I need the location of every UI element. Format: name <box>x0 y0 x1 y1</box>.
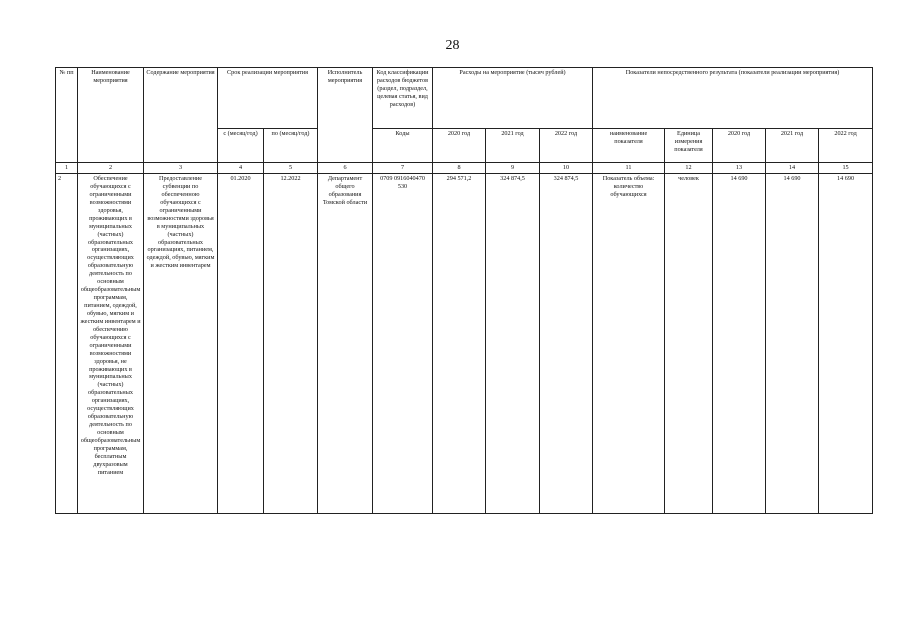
header-ind-2021: 2021 год <box>766 129 819 163</box>
column-number: 2 <box>78 163 144 174</box>
column-number: 4 <box>218 163 264 174</box>
row-ind-2021: 14 690 <box>766 174 819 514</box>
column-number: 10 <box>540 163 593 174</box>
page-number: 28 <box>445 38 460 53</box>
header-codes: Коды <box>373 129 433 163</box>
row-ind-2020: 14 690 <box>713 174 766 514</box>
row-exp-2020: 294 571,2 <box>433 174 486 514</box>
column-number: 3 <box>144 163 218 174</box>
column-number-row <box>56 163 873 174</box>
column-number: 8 <box>433 163 486 174</box>
column-number: 7 <box>373 163 433 174</box>
header-term-to: по (месяц/год) <box>264 129 318 163</box>
row-content: Предоставление субвенции по обеспеченною обучающихся с ограниченными возможностями здоровья в муниципальных (частных) образовательных организациях, питанием, одеждой, обувью, мягким и жестким инвентарем <box>144 174 218 514</box>
header-expenses: Расходы на мероприятие (тысяч рублей) <box>433 68 593 129</box>
column-number: 12 <box>665 163 713 174</box>
row-unit: человек <box>665 174 713 514</box>
header-budget-code: Код классификации расходов бюджетов (раздел, подраздел, целевая статья, вид расходов) <box>373 68 433 129</box>
row-name: Обеспечение обучающихся с ограниченными возможностями здоровья, проживающих в муниципальных (частных) образовательных организациях, осуществляющих образовательную деятельность по основным общеобразовательным программам, питанием, одеждой, обувью, мягким и жестким инвентарем и обеспечению обучающихся с ограниченными возможностями здоровья, не проживающих в муниципальных (частных) образовательных организациях, осуществляющих образовательную деятельность по основным общеобразовательным программам, бесплатным двухразовым питанием <box>78 174 144 514</box>
row-ind-2022: 14 690 <box>819 174 873 514</box>
header-content: Содержание мероприятия <box>144 68 218 163</box>
table-row <box>56 174 873 514</box>
row-num: 2 <box>56 174 78 514</box>
column-number: 1 <box>56 163 78 174</box>
header-term-from: с (месяц/год) <box>218 129 264 163</box>
row-from: 01.2020 <box>218 174 264 514</box>
row-executor: Департамент общего образования Томской области <box>318 174 373 514</box>
column-number: 11 <box>593 163 665 174</box>
header-exp-2022: 2022 год <box>540 129 593 163</box>
header-ind-2020: 2020 год <box>713 129 766 163</box>
row-exp-2021: 324 874,5 <box>486 174 540 514</box>
header-term: Срок реализации мероприятия <box>218 68 318 129</box>
header-exp-2020: 2020 год <box>433 129 486 163</box>
header-indicators: Показатели непосредственного результата (показатели реализации мероприятия) <box>593 68 873 129</box>
header-exp-2021: 2021 год <box>486 129 540 163</box>
row-exp-2022: 324 874,5 <box>540 174 593 514</box>
column-number: 6 <box>318 163 373 174</box>
header-ind-2022: 2022 год <box>819 129 873 163</box>
header-row-1 <box>56 68 873 129</box>
row-indicator: Показатель объема: количество обучающихся <box>593 174 665 514</box>
header-num: № пп <box>56 68 78 163</box>
row-to: 12.2022 <box>264 174 318 514</box>
header-name: Наименование мероприятия <box>78 68 144 163</box>
row-code: 0709 0916040470 530 <box>373 174 433 514</box>
column-number: 5 <box>264 163 318 174</box>
column-number: 14 <box>766 163 819 174</box>
header-unit: Единица измерения показателя <box>665 129 713 163</box>
column-number: 15 <box>819 163 873 174</box>
column-number: 9 <box>486 163 540 174</box>
measures-table <box>55 67 873 514</box>
header-indicator-name: наименование показателя <box>593 129 665 163</box>
header-executor: Исполнитель мероприятия <box>318 68 373 163</box>
column-number: 13 <box>713 163 766 174</box>
